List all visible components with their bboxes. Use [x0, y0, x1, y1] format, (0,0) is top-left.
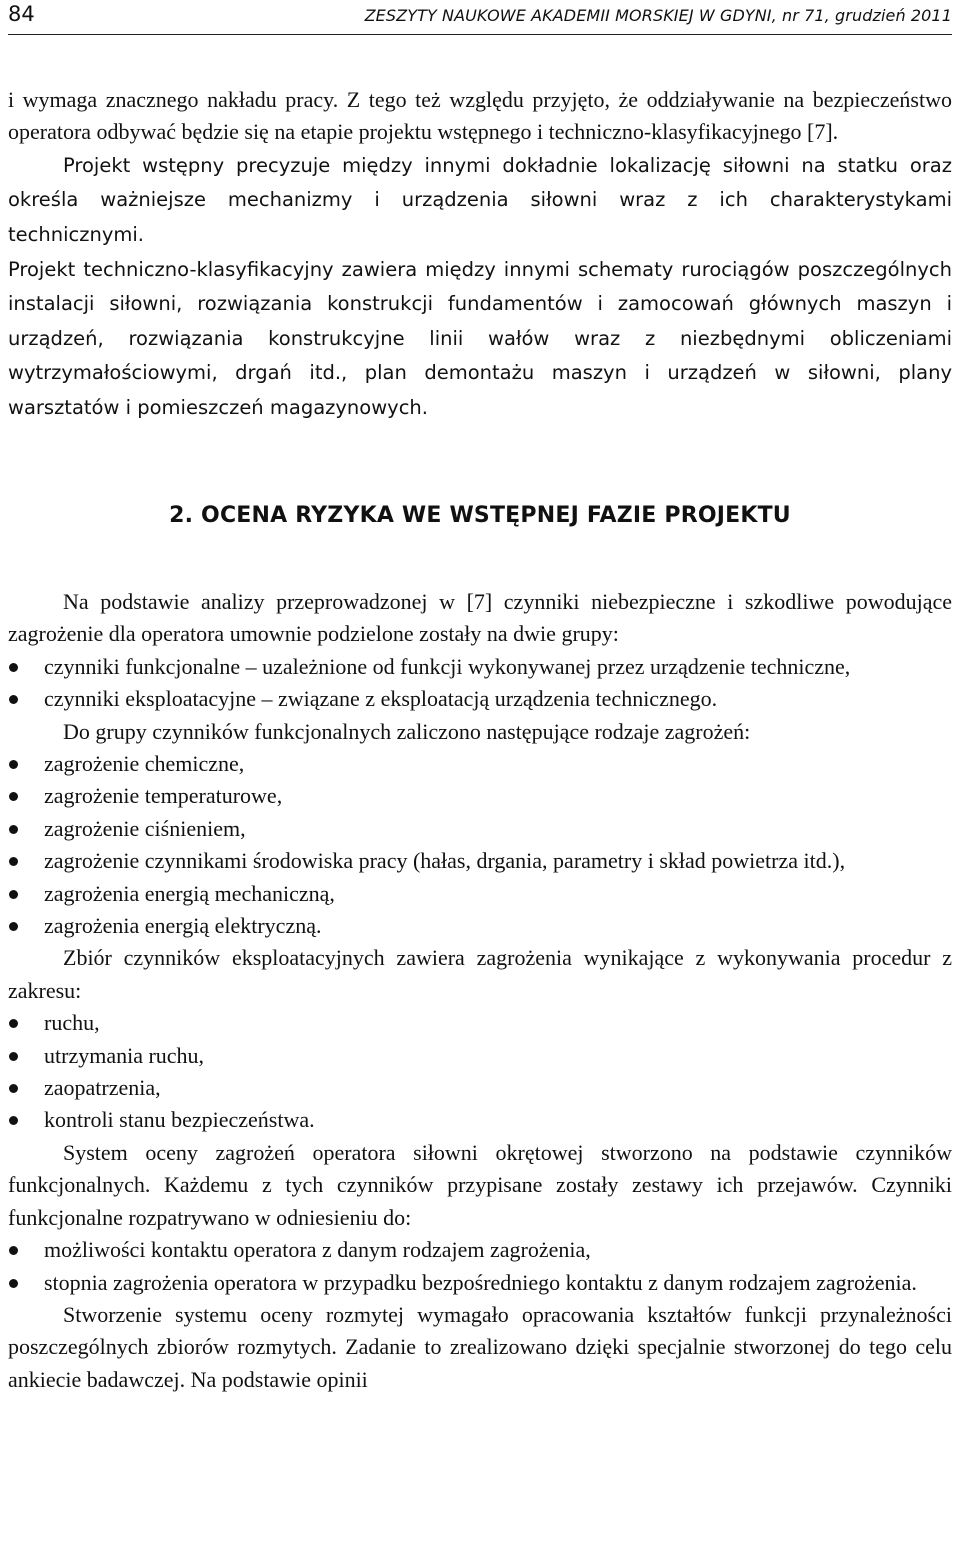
section-paragraph-1: Na podstawie analizy przeprowadzonej w [7] czynniki niebezpieczne i szkodliwe powodujące zagrożenie dla operatora umownie podzielone zostały na dwie grupy:	[8, 588, 952, 647]
bullet-icon	[9, 1246, 18, 1255]
list-item-text: ruchu,	[44, 1010, 100, 1036]
bullet-icon	[9, 825, 18, 834]
list-item-text: kontroli stanu bezpieczeństwa.	[44, 1107, 315, 1133]
bullet-list-functional-hazards	[8, 748, 952, 942]
bullet-icon	[9, 1052, 18, 1061]
list-item-text: czynniki eksploatacyjne – związane z eksploatacją urządzenia technicznego.	[44, 686, 718, 712]
bullet-icon	[9, 922, 18, 931]
bullet-icon	[9, 792, 18, 801]
bullet-icon	[9, 1116, 18, 1125]
bullet-list-factor-groups	[8, 651, 952, 716]
section-paragraph-5: Stworzenie systemu oceny rozmytej wymagało opracowania kształtów funkcji przynależności poszczególnych zbiorów rozmytych. Zadanie to zrealizowano dzięki specjalnie stworzonej do tego celu ankiecie badawczej. Na podstawie opinii	[8, 1301, 952, 1392]
bullet-list-evaluation-criteria	[8, 1234, 952, 1299]
section-paragraph-2: Do grupy czynników funkcjonalnych zaliczono następujące rodzaje zagrożeń:	[63, 718, 751, 744]
bullet-icon	[9, 695, 18, 704]
list-item	[8, 651, 952, 683]
bullet-icon	[9, 1084, 18, 1093]
list-item-text: zagrożenia energią mechaniczną,	[44, 880, 335, 906]
list-item-text: zagrożenie chemiczne,	[44, 751, 245, 776]
list-item-text: utrzymania ruchu,	[44, 1042, 205, 1068]
list-item	[8, 910, 952, 942]
bullet-icon	[9, 663, 18, 672]
list-item	[8, 683, 952, 715]
page-header	[8, 0, 952, 35]
list-item-text: możliwości kontaktu operatora z danym rodzajem zagrożenia,	[44, 1237, 591, 1263]
list-item	[8, 748, 952, 780]
list-item	[8, 1267, 952, 1299]
bullet-icon	[9, 890, 18, 899]
section-body	[8, 586, 952, 1396]
section-paragraph-3: Zbiór czynników eksploatacyjnych zawiera zagrożenia wynikające z wykonywania procedur z zakresu:	[8, 945, 952, 1003]
list-item-text: zagrożenie temperaturowe,	[44, 783, 283, 809]
list-item-text: zaopatrzenia,	[44, 1075, 161, 1101]
page-body	[8, 84, 952, 1396]
list-item-text: zagrożenie czynnikami środowiska pracy (hałas, drgania, parametry i skład powietrza itd.),	[44, 848, 846, 874]
list-item-text: zagrożenia energią elektryczną.	[44, 913, 322, 939]
list-item	[8, 845, 952, 877]
list-item-text: czynniki funkcjonalne – uzależnione od funkcji wykonywanej przez urządzenie techniczne,	[44, 653, 851, 679]
running-title: ZESZYTY NAUKOWE AKADEMII MORSKIEJ W GDYNI, nr 71, grudzień 2011	[364, 6, 952, 25]
intro-paragraph-2: Projekt wstępny precyzuje między innymi dokładnie lokalizację siłowni na statku oraz określa ważniejsze mechanizmy i urządzenia siłowni wraz z ich charakterystykami technicznymi.	[8, 153, 952, 246]
section-heading: 2. OCENA RYZYKA WE WSTĘPNEJ FAZIE PROJEKTU	[169, 502, 791, 528]
intro-paragraph-3: Projekt techniczno-klasyfikacyjny zawiera między innymi schematy rurociągów poszczególnych instalacji siłowni, rozwiązania konstrukcji fundamentów i zamocowań głównych maszyn i urządzeń, rozwiązania konstrukcyjne linii wałów wraz z niezbędnymi obliczeniami wytrzymałościowymi, drgań itd., plan demontażu maszyn i urządzeń w siłowni, plany warsztatów i pomieszczeń magazynowych.	[8, 257, 952, 419]
bullet-icon	[9, 857, 18, 866]
list-item	[8, 1007, 952, 1039]
list-item-text: zagrożenie ciśnieniem,	[44, 815, 246, 841]
list-item	[8, 1040, 952, 1072]
list-item	[8, 878, 952, 910]
bullet-list-operational-procedures	[8, 1007, 952, 1137]
list-item	[8, 1234, 952, 1266]
intro-paragraph-1: i wymaga znacznego nakładu pracy. Z tego też względu przyjęto, że oddziaływanie na bezpieczeństwo operatora odbywać będzie się na etapie projektu wstępnego i techniczno-klasyfikacyjnego [7].	[8, 87, 952, 145]
list-item-text: stopnia zagrożenia operatora w przypadku bezpośredniego kontaktu z danym rodzajem zagrożenia.	[44, 1269, 917, 1295]
list-item	[8, 1072, 952, 1104]
list-item	[8, 813, 952, 845]
list-item	[8, 780, 952, 812]
sans-block	[8, 149, 952, 426]
bullet-icon	[9, 1019, 18, 1028]
list-item	[8, 1104, 952, 1136]
section-paragraph-4: System oceny zagrożeń operatora siłowni okrętowej stworzono na podstawie czynników funkcjonalnych. Każdemu z tych czynników przypisane zostały zestawy ich przejawów. Czynniki funkcjonalne rozpatrywano w odniesieniu do:	[8, 1139, 952, 1230]
bullet-icon	[9, 760, 18, 769]
bullet-icon	[9, 1279, 18, 1288]
page-number: 84	[8, 2, 35, 26]
